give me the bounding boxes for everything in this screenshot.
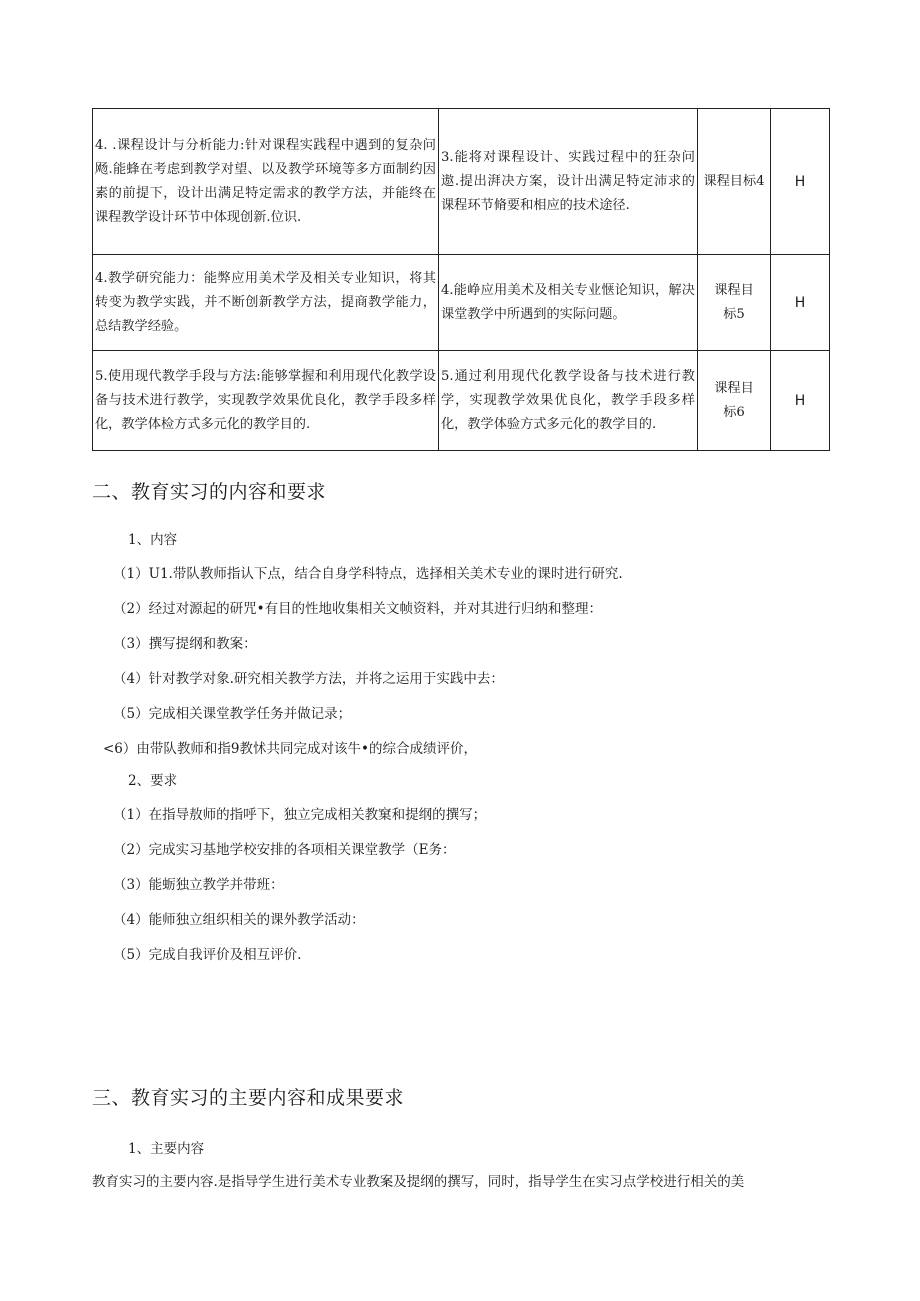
content-item-6: <6）由带队教师和指9教怵共同完成对该牛•的综合成绩评价， [103,741,477,757]
graduation-requirement-cell [93,109,439,255]
support-level-cell: H [771,109,830,255]
graduation-requirement-cell: 5.使用现代教学手段与方法:能够掌握和利用现代化教学设备与技术进行教学，实现教学效果优良化，教学手段多样化，教学体检方式多元化的教学目的. [93,351,439,451]
requirement-item-5: （5）完成自我评价及相互评价. [113,947,302,963]
graduation-requirement-cell: 4.教学研究能力：能弊应用美术学及相关专业知识，将其转变为教学实践，并不断创新教学方法，提商教学能力，总结教学经验。 [93,255,439,351]
table-row [93,255,830,351]
course-objective-cell: 4.能峥应用美术及相关专业惬论知识，解决课堂教学中所遇到的实际问题。 [439,255,698,351]
requirement-item-1: （1）在指导敖师的指呼下，独立完成相关教窠和提纲的撰写； [113,807,487,823]
content-heading: 1、内容 [128,532,178,548]
requirement-text: 课程设计与分析能力:针对课程实践程中遇到的复杂问飏.能蜂在考虑到教学对望、以及教学环境等多方面制约因素的前提下，设计出满足特定需求的教学方法，并能终在课程教学设计环节中体现创新.位识. [95,137,436,225]
content-item-5: （5）完成相关课堂教学任务并做记录； [113,706,352,722]
table-row [93,351,830,451]
support-level-cell: H [771,255,830,351]
requirement-number: 4. . [95,137,117,153]
content-item-1: （1）U1.带队教师指认下点，结合自身学科特点，选择相关美术专业的课时进行研究. [113,566,623,582]
requirement-item-3: （3）能蛎独立教学并带班： [113,877,284,893]
content-item-3: （3）撰写提纲和教案： [113,636,257,652]
course-objective-cell: 3.能将对课程设计、实践过程中的狂杂问遨.提出湃决方案，设计出满足特定沛求的课程环节脩要和相应的技术途径. [439,109,698,255]
requirements-heading: 2、要求 [128,773,178,789]
course-objective-cell: 5.通过利用现代化教学设备与技术进行教学，实现教学效果优良化，教学手段多样化，教学体验方式多元化的教学目的. [439,351,698,451]
main-content-paragraph: 教育实习的主要内容.是指导学生进行美术专业教案及提纲的撰写，同时，指导学生在实习点学校进行相关的美 [92,1174,745,1190]
table-row [93,109,830,255]
section-2-title: 二、教育实习的内容和要求 [92,481,327,503]
course-target-cell: 课程目标5 [698,255,771,351]
main-content-heading: 1、主要内容 [128,1141,205,1157]
requirement-item-4: （4）能师独立组织相关的课外教学活动： [113,912,365,928]
requirements-table [92,108,830,451]
course-target-cell: 课程目标6 [698,351,771,451]
content-item-4: （4）针对教学对象.研究相关教学方法，并将之运用于实践中去： [113,671,504,687]
requirement-item-2: （2）完成实习基地学校安排的各项相关课堂教学（E务： [113,842,456,858]
support-level-cell: H [771,351,830,451]
section-3-title: 三、教育实习的主要内容和成果要求 [92,1087,405,1109]
content-item-2: （2）经过对源起的研咒•有目的性地收集相关文帧资料，并对其进行归纳和整理： [113,601,603,617]
course-target-cell: 课程目标4 [698,109,771,255]
